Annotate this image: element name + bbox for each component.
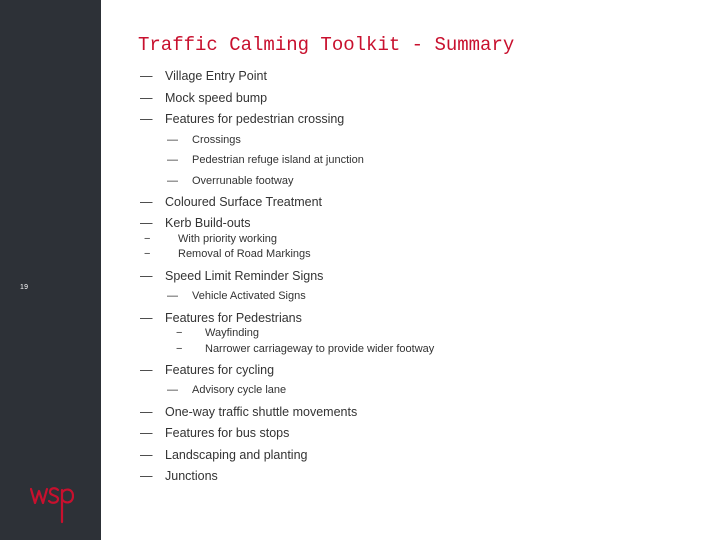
bullet-text: Features for Pedestrians	[165, 311, 302, 325]
bullet-text: Landscaping and planting	[165, 448, 308, 462]
bullet-dash: —	[140, 195, 153, 209]
slide-title: Traffic Calming Toolkit - Summary	[138, 34, 515, 56]
bullet-text: Removal of Road Markings	[178, 248, 311, 260]
bullet-text: Vehicle Activated Signs	[192, 290, 306, 302]
bullet-text: Features for cycling	[165, 363, 275, 377]
bullet-text: Overrunable footway	[192, 175, 294, 187]
bullet-text: Coloured Surface Treatment	[165, 195, 323, 209]
bullet-text: With priority working	[178, 233, 278, 245]
bullet-text: Village Entry Point	[165, 69, 267, 83]
bullet-dash: —	[140, 216, 153, 230]
bullet-dash: —	[140, 269, 153, 283]
bullet-text: Wayfinding	[205, 327, 260, 339]
bullet-dash: —	[140, 469, 153, 483]
bullet-minus: −	[176, 343, 183, 355]
bullet-text: Crossings	[192, 134, 241, 146]
bullet-dash: —	[140, 448, 153, 462]
page-number: 19	[20, 284, 29, 291]
bullet-text: Junctions	[165, 469, 218, 483]
bullet-text: Speed Limit Reminder Signs	[165, 269, 324, 283]
bullet-minus: −	[176, 327, 183, 339]
bullet-dash: —	[167, 154, 178, 166]
bullet-minus: −	[144, 233, 151, 245]
bullet-text: Kerb Build-outs	[165, 216, 251, 230]
bullet-dash: —	[140, 426, 153, 440]
sidebar-panel	[0, 0, 101, 540]
wsp-logo	[30, 484, 74, 524]
bullet-dash: —	[140, 363, 153, 377]
bullet-dash: —	[140, 405, 153, 419]
bullet-dash: —	[167, 175, 178, 187]
bullet-text: Advisory cycle lane	[192, 384, 287, 396]
bullet-text: Pedestrian refuge island at junction	[192, 154, 364, 166]
bullet-dash: —	[167, 384, 178, 396]
bullet-text: One-way traffic shuttle movements	[165, 405, 358, 419]
bullet-dash: —	[167, 290, 178, 302]
bullet-dash: —	[140, 112, 153, 126]
bullet-dash: —	[167, 134, 178, 146]
bullet-minus: −	[144, 248, 151, 260]
bullet-dash: —	[140, 311, 153, 325]
bullet-dash: —	[140, 91, 153, 105]
bullet-text: Mock speed bump	[165, 91, 268, 105]
bullet-text: Features for bus stops	[165, 426, 290, 440]
bullet-text: Features for pedestrian crossing	[165, 112, 345, 126]
bullet-dash: —	[140, 69, 153, 83]
bullet-text: Narrower carriageway to provide wider footway	[205, 343, 435, 355]
